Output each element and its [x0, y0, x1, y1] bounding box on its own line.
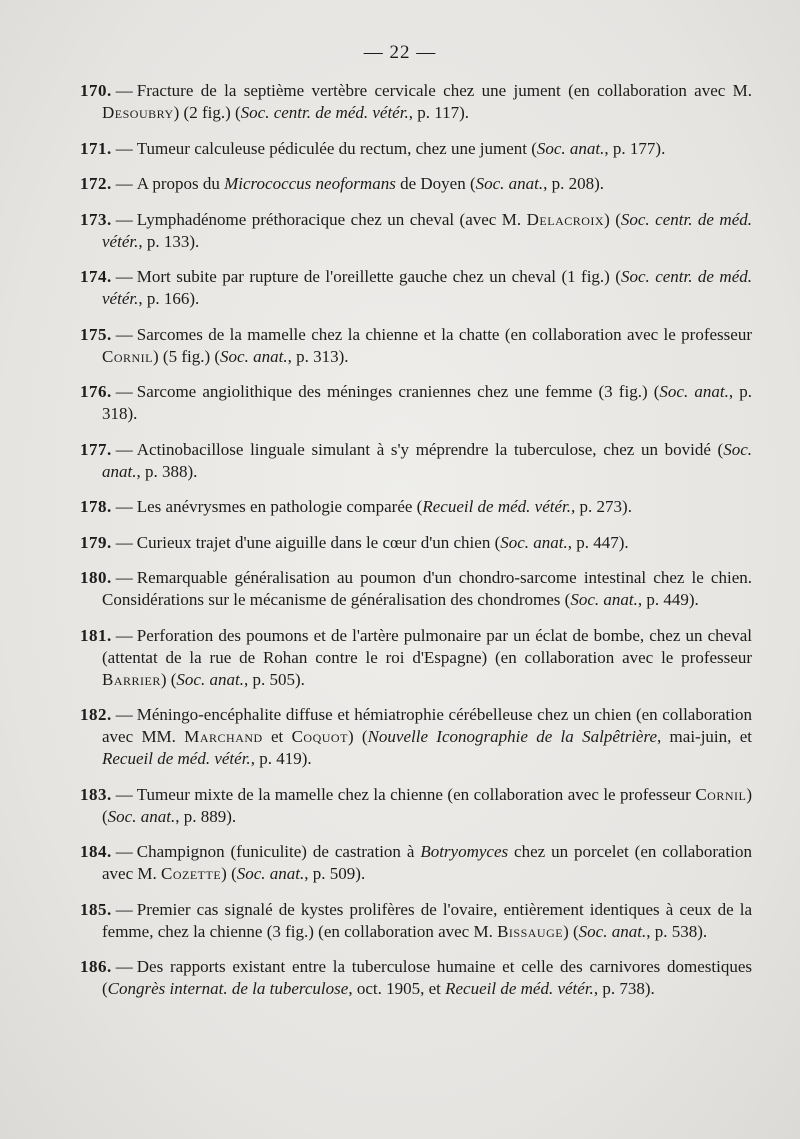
entry-text: Remarquable généralisation au poumon d'un chondro-sarcome intestinal chez le chien. Considérations sur le mécanisme de généralisation des chondromes (: [102, 568, 752, 609]
entry-number: 184.: [80, 842, 112, 861]
entry-text: , p. 447).: [567, 532, 629, 552]
citation-source: Soc. anat.: [578, 921, 647, 941]
author-name: Cozette: [161, 864, 222, 883]
entry-dash: —: [115, 957, 133, 976]
entry-number: 185.: [80, 899, 112, 919]
author-name: Cornil: [102, 346, 154, 366]
entry-text: ) (: [102, 784, 752, 826]
bibliography-entry: [80, 381, 752, 425]
entry-text: Les anévrysmes en pathologie comparée (: [136, 497, 423, 516]
bibliography-entry: [80, 784, 752, 828]
entry-text: ) (5 fig.) (: [153, 346, 221, 366]
author-name: Delacroix: [526, 209, 605, 229]
entry-text: et: [262, 727, 292, 746]
citation-source: Soc. anat.: [176, 669, 244, 689]
entry-text: Sarcomes de la mamelle chez la chienne et la chatte (en collaboration avec le professeur: [136, 324, 752, 344]
entry-number: 182.: [80, 705, 112, 724]
entry-dash: —: [115, 324, 133, 344]
author-name: Cornil: [695, 784, 747, 804]
bibliography-entry: [80, 625, 752, 691]
entry-text: de Doyen (: [395, 174, 476, 193]
entry-number: 174.: [80, 267, 112, 286]
entry-text: ) (2 fig.) (: [173, 103, 241, 122]
entry-text: , p. 133).: [138, 231, 200, 251]
entry-text: Actinobacillose linguale simulant à s'y méprendre la tuberculose, chez un bovidé (: [136, 439, 724, 459]
citation-source: Soc. anat.: [236, 864, 305, 883]
entry-number: 171.: [80, 138, 112, 158]
bibliography-entry: [80, 138, 752, 160]
entry-number: 175.: [80, 324, 112, 344]
citation-source: Recueil de méd. vétér.: [445, 979, 594, 998]
entry-dash: —: [115, 784, 133, 804]
entry-dash: —: [115, 497, 133, 516]
bibliography-entry: [80, 439, 752, 483]
bibliography-entry: [80, 532, 752, 554]
entry-text: ) (: [563, 921, 579, 941]
citation-source: Recueil de méd. vétér.: [422, 497, 572, 516]
entry-number: 177.: [80, 439, 112, 459]
entry-number: 181.: [80, 625, 112, 645]
entry-dash: —: [115, 899, 133, 919]
entry-text: Fracture de la septième vertèbre cervicale chez une jument (en collaboration avec M.: [136, 81, 752, 100]
entry-text: Premier cas signalé de kystes prolifères de l'ovaire, entièrement identiques à ceux de la femme, chez la chienne (3 fig.) (en collaboration avec M.: [102, 899, 752, 941]
entry-dash: —: [115, 568, 133, 587]
entry-text: Tumeur calculeuse pédiculée du rectum, chez une jument (: [136, 138, 537, 158]
entry-text: , p. 117).: [408, 103, 469, 122]
entry-dash: —: [115, 439, 133, 459]
entry-text: , p. 889).: [175, 806, 237, 826]
author-name: Barrier: [102, 669, 161, 689]
entry-text: , mai-juin, et: [657, 727, 752, 746]
entry-dash: —: [115, 174, 133, 193]
entry-number: 178.: [80, 497, 112, 516]
entry-dash: —: [115, 209, 133, 229]
entry-text: , p. 313).: [287, 346, 349, 366]
citation-source: Soc. anat.: [102, 439, 752, 481]
entry-dash: —: [115, 705, 133, 724]
entry-text: , p. 538).: [646, 921, 708, 941]
citation-source: Soc. anat.: [659, 382, 729, 401]
entry-text: chez un porcelet (en collaboration avec M.: [102, 842, 752, 883]
entry-text: , p. 449).: [637, 590, 699, 609]
entry-text: , p. 166).: [138, 289, 200, 308]
bibliography-list: [80, 80, 752, 1014]
entry-text: , p. 388).: [136, 461, 198, 481]
entry-text: Méningo-encéphalite diffuse et hémiatrophie cérébelleuse chez un chien (en collaboration avec MM.: [102, 705, 752, 746]
entry-text: , p. 509).: [304, 864, 366, 883]
bibliography-entry: [80, 209, 752, 253]
author-name: Marchand: [184, 727, 263, 746]
entry-dash: —: [115, 267, 133, 286]
page-number: — 22 —: [363, 42, 437, 63]
entry-dash: —: [115, 842, 133, 861]
entry-text: Curieux trajet d'une aiguille dans le cœur d'un chien (: [136, 532, 501, 552]
entry-text: , p. 177).: [604, 138, 666, 158]
entry-text: , p. 208).: [543, 174, 605, 193]
entry-dash: —: [115, 81, 133, 100]
entry-text: , p. 738).: [593, 979, 655, 998]
bibliography-entry: [80, 956, 752, 1000]
entry-dash: —: [115, 138, 133, 158]
entry-number: 180.: [80, 568, 112, 587]
entry-dash: —: [115, 382, 133, 401]
entry-text: Tumeur mixte de la mamelle chez la chienne (en collaboration avec le professeur: [136, 784, 696, 804]
entry-number: 176.: [80, 382, 112, 401]
entry-text: Perforation des poumons et de l'artère pulmonaire par un éclat de bombe, chez un cheval (attentat de la rue de Rohan contre le roi d'Espagne) (en collaboration avec le professeur: [102, 625, 752, 667]
citation-source: Congrès internat. de la tuberculose: [107, 979, 349, 998]
entry-number: 183.: [80, 784, 112, 804]
citation-source: Soc. centr. de méd. vétér.: [102, 267, 752, 308]
citation-source: Soc. anat.: [570, 590, 638, 609]
entry-text: Mort subite par rupture de l'oreillette gauche chez un cheval (1 fig.) (: [136, 267, 621, 286]
entry-text: , p. 318).: [102, 382, 752, 423]
citation-source: Soc. centr. de méd. vétér.: [240, 103, 409, 122]
citation-source: Soc. anat.: [475, 174, 544, 193]
bibliography-entry: [80, 899, 752, 943]
citation-source: Soc. anat.: [107, 806, 176, 826]
citation-source: Soc. anat.: [220, 346, 288, 366]
entry-text: ) (: [604, 209, 621, 229]
entry-text: Des rapports existant entre la tuberculose humaine et celle des carnivores domestiques (: [102, 957, 752, 998]
citation-source: Micrococcus neoformans: [224, 174, 396, 193]
bibliography-entry: [80, 704, 752, 770]
entry-text: ) (: [347, 727, 368, 746]
entry-number: 173.: [80, 209, 112, 229]
bibliography-entry: [80, 173, 752, 195]
entry-text: Sarcome angiolithique des méninges craniennes chez une femme (3 fig.) (: [136, 382, 660, 401]
entry-number: 186.: [80, 957, 112, 976]
citation-source: Soc. anat.: [536, 138, 605, 158]
bibliography-entry: [80, 567, 752, 611]
entry-text: , p. 419).: [250, 749, 312, 768]
entry-number: 172.: [80, 174, 112, 193]
bibliography-entry: [80, 496, 752, 518]
citation-source: Soc. anat.: [500, 532, 568, 552]
entry-text: , p. 273).: [571, 497, 632, 516]
citation-source: Nouvelle Iconographie de la Salpêtrière: [367, 727, 657, 746]
bibliography-entry: [80, 324, 752, 368]
bibliography-entry: [80, 841, 752, 885]
entry-text: Lymphadénome préthoracique chez un cheval (avec M.: [136, 209, 527, 229]
bibliography-entry: [80, 80, 752, 124]
entry-text: A propos du: [136, 174, 225, 193]
entry-dash: —: [115, 532, 133, 552]
entry-number: 170.: [80, 81, 112, 100]
entry-text: , oct. 1905, et: [348, 979, 446, 998]
entry-dash: —: [115, 625, 133, 645]
citation-source: Soc. centr. de méd. vétér.: [102, 209, 752, 251]
author-name: Bissauge: [497, 921, 564, 941]
entry-number: 179.: [80, 532, 112, 552]
entry-text: ) (: [221, 864, 237, 883]
citation-source: Recueil de méd. vétér.: [102, 749, 251, 768]
entry-text: ) (: [160, 669, 177, 689]
citation-source: Botryomyces: [420, 842, 509, 861]
author-name: Coquot: [291, 727, 348, 746]
author-name: Desoubry: [102, 103, 174, 122]
entry-text: Champignon (funiculite) de castration à: [136, 842, 421, 861]
entry-text: , p. 505).: [243, 669, 305, 689]
bibliography-entry: [80, 266, 752, 310]
